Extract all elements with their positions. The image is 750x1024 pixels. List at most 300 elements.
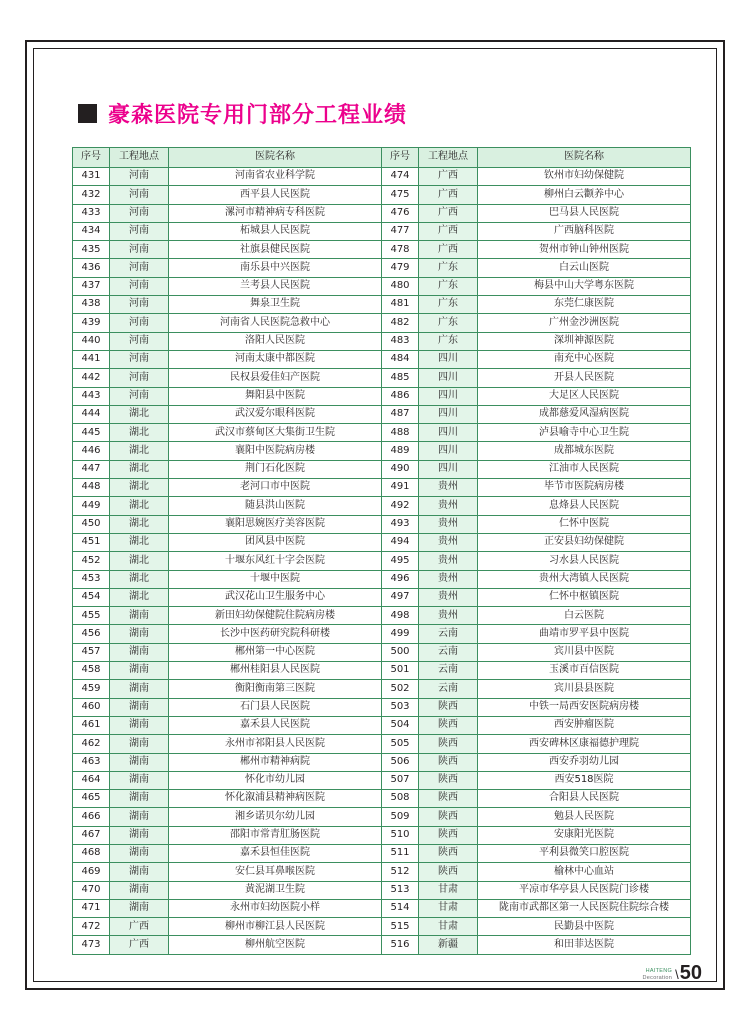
table-row (73, 552, 691, 570)
cell-hospital-left: 荆门石化医院 (169, 460, 382, 478)
cell-hospital-left: 舞阳县中医院 (169, 387, 382, 405)
table-row (73, 570, 691, 588)
cell-index-left: 452 (73, 552, 110, 570)
cell-hospital-left: 石门县人民医院 (169, 698, 382, 716)
cell-location-right: 广西 (419, 204, 478, 222)
table-row (73, 332, 691, 350)
cell-location-right: 陕西 (419, 790, 478, 808)
cell-hospital-right: 开县人民医院 (478, 369, 691, 387)
page-title (78, 98, 704, 129)
cell-index-right: 510 (382, 826, 419, 844)
cell-hospital-right: 玉溪市百信医院 (478, 662, 691, 680)
cell-index-right: 504 (382, 716, 419, 734)
table-row (73, 771, 691, 789)
cell-hospital-right: 曲靖市罗平县中医院 (478, 625, 691, 643)
cell-index-right: 501 (382, 662, 419, 680)
cell-location-right: 广东 (419, 296, 478, 314)
table-row (73, 460, 691, 478)
cell-location-left: 广西 (110, 918, 169, 936)
table-row (73, 680, 691, 698)
cell-hospital-left: 郴州第一中心医院 (169, 643, 382, 661)
cell-index-right: 494 (382, 533, 419, 551)
column-header-hospital-left: 医院名称 (169, 148, 382, 168)
cell-hospital-right: 息烽县人民医院 (478, 497, 691, 515)
cell-hospital-right: 民勤县中医院 (478, 918, 691, 936)
cell-hospital-right: 仁怀中医院 (478, 515, 691, 533)
cell-index-right: 505 (382, 735, 419, 753)
cell-hospital-left: 新田妇幼保健院住院病房楼 (169, 607, 382, 625)
cell-index-left: 450 (73, 515, 110, 533)
page-content (46, 60, 704, 970)
cell-location-left: 河南 (110, 259, 169, 277)
table-row (73, 936, 691, 954)
cell-hospital-right: 南充中心医院 (478, 350, 691, 368)
cell-location-right: 陕西 (419, 771, 478, 789)
cell-location-left: 湖南 (110, 625, 169, 643)
cell-hospital-right: 西安肿瘤医院 (478, 716, 691, 734)
cell-index-right: 482 (382, 314, 419, 332)
cell-location-left: 湖北 (110, 460, 169, 478)
cell-index-right: 486 (382, 387, 419, 405)
cell-location-right: 四川 (419, 424, 478, 442)
cell-index-left: 440 (73, 332, 110, 350)
cell-hospital-left: 长沙中医药研究院科研楼 (169, 625, 382, 643)
cell-index-left: 471 (73, 899, 110, 917)
cell-location-left: 湖北 (110, 479, 169, 497)
cell-index-right: 483 (382, 332, 419, 350)
cell-location-left: 湖南 (110, 790, 169, 808)
cell-hospital-left: 黄泥湖卫生院 (169, 881, 382, 899)
cell-index-right: 511 (382, 844, 419, 862)
cell-hospital-left: 洛阳人民医院 (169, 332, 382, 350)
cell-location-right: 四川 (419, 369, 478, 387)
cell-location-left: 湖南 (110, 698, 169, 716)
cell-index-right: 506 (382, 753, 419, 771)
cell-location-left: 河南 (110, 277, 169, 295)
cell-hospital-right: 白云医院 (478, 607, 691, 625)
cell-hospital-left: 武汉花山卫生服务中心 (169, 588, 382, 606)
cell-index-right: 495 (382, 552, 419, 570)
cell-hospital-left: 漯河市精神病专科医院 (169, 204, 382, 222)
cell-location-left: 河南 (110, 222, 169, 240)
cell-index-right: 500 (382, 643, 419, 661)
table-row (73, 259, 691, 277)
page-footer (642, 962, 702, 984)
cell-location-right: 云南 (419, 643, 478, 661)
cell-hospital-left: 团风县中医院 (169, 533, 382, 551)
cell-index-left: 464 (73, 771, 110, 789)
cell-index-left: 438 (73, 296, 110, 314)
cell-location-left: 湖南 (110, 735, 169, 753)
cell-hospital-left: 武汉市蔡甸区大集街卫生院 (169, 424, 382, 442)
cell-index-left: 468 (73, 844, 110, 862)
cell-index-right: 515 (382, 918, 419, 936)
cell-index-left: 458 (73, 662, 110, 680)
cell-index-left: 433 (73, 204, 110, 222)
cell-index-left: 447 (73, 460, 110, 478)
cell-hospital-right: 江油市人民医院 (478, 460, 691, 478)
cell-hospital-right: 西安518医院 (478, 771, 691, 789)
cell-location-right: 陕西 (419, 808, 478, 826)
cell-location-right: 云南 (419, 625, 478, 643)
cell-index-left: 454 (73, 588, 110, 606)
table-row (73, 899, 691, 917)
cell-location-right: 四川 (419, 405, 478, 423)
cell-index-right: 498 (382, 607, 419, 625)
cell-location-left: 河南 (110, 204, 169, 222)
cell-index-right: 496 (382, 570, 419, 588)
footer-slash: \ (675, 967, 679, 982)
table-row (73, 314, 691, 332)
cell-location-right: 广东 (419, 332, 478, 350)
table-row (73, 753, 691, 771)
table-row (73, 204, 691, 222)
cell-index-right: 497 (382, 588, 419, 606)
cell-location-left: 湖北 (110, 497, 169, 515)
cell-location-right: 贵州 (419, 552, 478, 570)
cell-hospital-right: 榆林中心血站 (478, 863, 691, 881)
cell-location-left: 湖南 (110, 899, 169, 917)
table-row (73, 424, 691, 442)
cell-hospital-right: 毕节市医院病房楼 (478, 479, 691, 497)
cell-hospital-left: 怀化溆浦县精神病医院 (169, 790, 382, 808)
cell-index-right: 493 (382, 515, 419, 533)
cell-location-right: 广东 (419, 314, 478, 332)
cell-location-right: 贵州 (419, 533, 478, 551)
cell-hospital-right: 柳州白云颧养中心 (478, 186, 691, 204)
table-row (73, 168, 691, 186)
cell-hospital-left: 湘乡诺贝尔幼儿园 (169, 808, 382, 826)
cell-location-left: 河南 (110, 350, 169, 368)
cell-location-right: 陕西 (419, 716, 478, 734)
cell-index-left: 466 (73, 808, 110, 826)
cell-hospital-right: 广州金沙洲医院 (478, 314, 691, 332)
table-row (73, 588, 691, 606)
cell-hospital-left: 柘城县人民医院 (169, 222, 382, 240)
cell-location-left: 河南 (110, 387, 169, 405)
cell-index-right: 481 (382, 296, 419, 314)
cell-hospital-right: 和田菲达医院 (478, 936, 691, 954)
column-header-location-left: 工程地点 (110, 148, 169, 168)
table-row (73, 625, 691, 643)
table-row (73, 515, 691, 533)
cell-hospital-left: 十堰中医院 (169, 570, 382, 588)
cell-hospital-left: 怀化市幼儿园 (169, 771, 382, 789)
table-row (73, 186, 691, 204)
cell-hospital-left: 柳州市柳江县人民医院 (169, 918, 382, 936)
cell-location-left: 湖南 (110, 643, 169, 661)
cell-hospital-left: 邵阳市常青肛肠医院 (169, 826, 382, 844)
cell-location-right: 四川 (419, 387, 478, 405)
cell-hospital-left: 南乐县中兴医院 (169, 259, 382, 277)
cell-location-left: 河南 (110, 296, 169, 314)
cell-index-right: 499 (382, 625, 419, 643)
cell-index-right: 476 (382, 204, 419, 222)
cell-location-right: 陕西 (419, 753, 478, 771)
cell-index-left: 457 (73, 643, 110, 661)
cell-location-right: 广东 (419, 277, 478, 295)
cell-location-left: 河南 (110, 241, 169, 259)
cell-location-left: 湖南 (110, 607, 169, 625)
cell-location-left: 河南 (110, 168, 169, 186)
cell-index-right: 478 (382, 241, 419, 259)
performance-table-wrapper (72, 147, 673, 955)
cell-location-right: 四川 (419, 460, 478, 478)
cell-location-left: 河南 (110, 332, 169, 350)
cell-hospital-right: 广西脑科医院 (478, 222, 691, 240)
cell-hospital-left: 河南省农业科学院 (169, 168, 382, 186)
cell-index-left: 459 (73, 680, 110, 698)
cell-hospital-right: 平利县微笑口腔医院 (478, 844, 691, 862)
cell-hospital-right: 成都城东医院 (478, 442, 691, 460)
cell-hospital-left: 郴州桂阳县人民医院 (169, 662, 382, 680)
cell-location-right: 陕西 (419, 735, 478, 753)
table-row (73, 222, 691, 240)
cell-hospital-left: 兰考县人民医院 (169, 277, 382, 295)
cell-hospital-left: 襄阳思婉医疗美容医院 (169, 515, 382, 533)
cell-index-left: 453 (73, 570, 110, 588)
cell-location-right: 甘肃 (419, 899, 478, 917)
cell-index-left: 434 (73, 222, 110, 240)
cell-index-left: 469 (73, 863, 110, 881)
cell-index-right: 507 (382, 771, 419, 789)
cell-hospital-left: 永州市祁阳县人民医院 (169, 735, 382, 753)
cell-hospital-right: 深圳神源医院 (478, 332, 691, 350)
cell-location-right: 广西 (419, 186, 478, 204)
cell-hospital-left: 社旗县健民医院 (169, 241, 382, 259)
cell-index-left: 467 (73, 826, 110, 844)
cell-location-left: 湖北 (110, 405, 169, 423)
cell-hospital-right: 陇南市武都区第一人民医院住院综合楼 (478, 899, 691, 917)
cell-location-right: 广东 (419, 259, 478, 277)
cell-index-left: 432 (73, 186, 110, 204)
title-bullet-square (78, 104, 97, 123)
cell-index-right: 480 (382, 277, 419, 295)
cell-location-left: 湖北 (110, 552, 169, 570)
cell-location-left: 湖北 (110, 442, 169, 460)
cell-index-left: 455 (73, 607, 110, 625)
cell-index-left: 439 (73, 314, 110, 332)
cell-location-right: 新疆 (419, 936, 478, 954)
cell-hospital-right: 白云山医院 (478, 259, 691, 277)
cell-hospital-left: 永州市妇幼医院小样 (169, 899, 382, 917)
cell-index-left: 436 (73, 259, 110, 277)
footer-brand-line2: Decoration (642, 975, 673, 982)
cell-index-left: 435 (73, 241, 110, 259)
cell-index-left: 456 (73, 625, 110, 643)
cell-hospital-right: 勉县人民医院 (478, 808, 691, 826)
cell-index-left: 461 (73, 716, 110, 734)
table-row (73, 918, 691, 936)
cell-index-left: 473 (73, 936, 110, 954)
cell-index-right: 516 (382, 936, 419, 954)
cell-hospital-right: 宾川县中医院 (478, 643, 691, 661)
cell-hospital-right: 梅县中山大学粤东医院 (478, 277, 691, 295)
cell-index-right: 487 (382, 405, 419, 423)
table-row (73, 826, 691, 844)
table-row (73, 479, 691, 497)
table-row (73, 735, 691, 753)
cell-hospital-right: 贵州大湾镇人民医院 (478, 570, 691, 588)
table-row (73, 662, 691, 680)
cell-location-right: 广西 (419, 222, 478, 240)
cell-location-left: 湖南 (110, 716, 169, 734)
column-header-location-right: 工程地点 (419, 148, 478, 168)
footer-brand-line1: HAITENG (645, 968, 673, 975)
table-row (73, 716, 691, 734)
cell-hospital-left: 襄阳中医院病房楼 (169, 442, 382, 460)
cell-index-left: 472 (73, 918, 110, 936)
cell-location-left: 湖北 (110, 533, 169, 551)
table-row (73, 350, 691, 368)
cell-index-left: 444 (73, 405, 110, 423)
cell-index-right: 509 (382, 808, 419, 826)
cell-hospital-left: 民权县爱佳妇产医院 (169, 369, 382, 387)
table-row (73, 387, 691, 405)
cell-location-right: 贵州 (419, 515, 478, 533)
table-row (73, 369, 691, 387)
cell-hospital-left: 西平县人民医院 (169, 186, 382, 204)
cell-index-left: 460 (73, 698, 110, 716)
cell-hospital-right: 中铁一局西安医院病房楼 (478, 698, 691, 716)
cell-index-right: 502 (382, 680, 419, 698)
cell-hospital-right: 贺州市钟山钟州医院 (478, 241, 691, 259)
cell-index-right: 513 (382, 881, 419, 899)
page-number: 50 (679, 962, 702, 984)
table-row (73, 790, 691, 808)
table-row (73, 808, 691, 826)
cell-location-left: 湖北 (110, 515, 169, 533)
cell-location-right: 贵州 (419, 497, 478, 515)
cell-location-left: 湖南 (110, 844, 169, 862)
cell-location-right: 贵州 (419, 588, 478, 606)
cell-hospital-right: 巴马县人民医院 (478, 204, 691, 222)
cell-hospital-left: 衡阳衡南第三医院 (169, 680, 382, 698)
cell-hospital-left: 河南省人民医院急救中心 (169, 314, 382, 332)
table-row (73, 698, 691, 716)
table-row (73, 607, 691, 625)
cell-index-right: 479 (382, 259, 419, 277)
cell-hospital-right: 大足区人民医院 (478, 387, 691, 405)
cell-hospital-right: 合阳县人民医院 (478, 790, 691, 808)
table-row (73, 844, 691, 862)
cell-index-right: 484 (382, 350, 419, 368)
performance-table (72, 147, 691, 955)
cell-hospital-right: 钦州市妇幼保健院 (478, 168, 691, 186)
table-body (73, 168, 691, 955)
cell-index-left: 470 (73, 881, 110, 899)
cell-index-left: 443 (73, 387, 110, 405)
cell-hospital-right: 习水县人民医院 (478, 552, 691, 570)
page-title-text: 豪森医院专用门部分工程业绩 (108, 103, 408, 128)
cell-index-left: 431 (73, 168, 110, 186)
cell-index-right: 477 (382, 222, 419, 240)
cell-hospital-left: 郴州市精神病院 (169, 753, 382, 771)
cell-index-right: 488 (382, 424, 419, 442)
cell-location-right: 四川 (419, 442, 478, 460)
cell-location-left: 湖南 (110, 680, 169, 698)
table-row (73, 863, 691, 881)
cell-location-right: 陕西 (419, 844, 478, 862)
cell-location-right: 贵州 (419, 479, 478, 497)
cell-hospital-right: 平凉市华亭县人民医院门诊楼 (478, 881, 691, 899)
cell-index-right: 474 (382, 168, 419, 186)
cell-location-left: 湖北 (110, 570, 169, 588)
cell-location-left: 广西 (110, 936, 169, 954)
cell-index-right: 514 (382, 899, 419, 917)
cell-hospital-right: 成都慈爱风湿病医院 (478, 405, 691, 423)
cell-hospital-left: 随县洪山医院 (169, 497, 382, 515)
cell-hospital-left: 嘉禾县恒佳医院 (169, 844, 382, 862)
cell-index-left: 442 (73, 369, 110, 387)
cell-location-left: 湖南 (110, 881, 169, 899)
cell-location-right: 四川 (419, 350, 478, 368)
cell-location-left: 河南 (110, 369, 169, 387)
cell-index-right: 490 (382, 460, 419, 478)
cell-index-right: 492 (382, 497, 419, 515)
cell-index-right: 512 (382, 863, 419, 881)
column-header-index-right: 序号 (382, 148, 419, 168)
cell-location-right: 甘肃 (419, 881, 478, 899)
cell-location-right: 甘肃 (419, 918, 478, 936)
cell-index-right: 508 (382, 790, 419, 808)
cell-location-right: 广西 (419, 241, 478, 259)
cell-hospital-left: 安仁县耳鼻喉医院 (169, 863, 382, 881)
cell-hospital-left: 柳州航空医院 (169, 936, 382, 954)
cell-location-left: 湖南 (110, 662, 169, 680)
cell-index-left: 465 (73, 790, 110, 808)
cell-hospital-right: 西安乔羽幼儿园 (478, 753, 691, 771)
cell-index-left: 441 (73, 350, 110, 368)
table-row (73, 643, 691, 661)
cell-hospital-right: 泸县喻寺中心卫生院 (478, 424, 691, 442)
cell-hospital-left: 老河口市中医院 (169, 479, 382, 497)
cell-index-right: 475 (382, 186, 419, 204)
column-header-hospital-right: 医院名称 (478, 148, 691, 168)
table-header-row (73, 148, 691, 168)
cell-location-left: 河南 (110, 314, 169, 332)
table-row (73, 533, 691, 551)
cell-hospital-left: 嘉禾县人民医院 (169, 716, 382, 734)
cell-hospital-left: 舞泉卫生院 (169, 296, 382, 314)
cell-location-left: 湖北 (110, 588, 169, 606)
cell-hospital-right: 正安县妇幼保健院 (478, 533, 691, 551)
cell-hospital-right: 安康阳光医院 (478, 826, 691, 844)
column-header-index-left: 序号 (73, 148, 110, 168)
cell-index-left: 449 (73, 497, 110, 515)
table-row (73, 241, 691, 259)
cell-location-right: 陕西 (419, 698, 478, 716)
cell-location-left: 河南 (110, 186, 169, 204)
cell-index-right: 491 (382, 479, 419, 497)
cell-index-left: 446 (73, 442, 110, 460)
cell-index-right: 503 (382, 698, 419, 716)
cell-index-left: 462 (73, 735, 110, 753)
cell-index-left: 463 (73, 753, 110, 771)
cell-index-left: 437 (73, 277, 110, 295)
cell-location-left: 湖南 (110, 771, 169, 789)
footer-brand (643, 968, 673, 982)
cell-hospital-right: 宾川县县医院 (478, 680, 691, 698)
cell-index-left: 451 (73, 533, 110, 551)
cell-hospital-right: 仁怀中枢镇医院 (478, 588, 691, 606)
cell-location-right: 陕西 (419, 826, 478, 844)
cell-hospital-left: 河南太康中都医院 (169, 350, 382, 368)
cell-index-left: 445 (73, 424, 110, 442)
cell-hospital-right: 西安碑林区康福德护理院 (478, 735, 691, 753)
cell-location-right: 陕西 (419, 863, 478, 881)
table-row (73, 277, 691, 295)
